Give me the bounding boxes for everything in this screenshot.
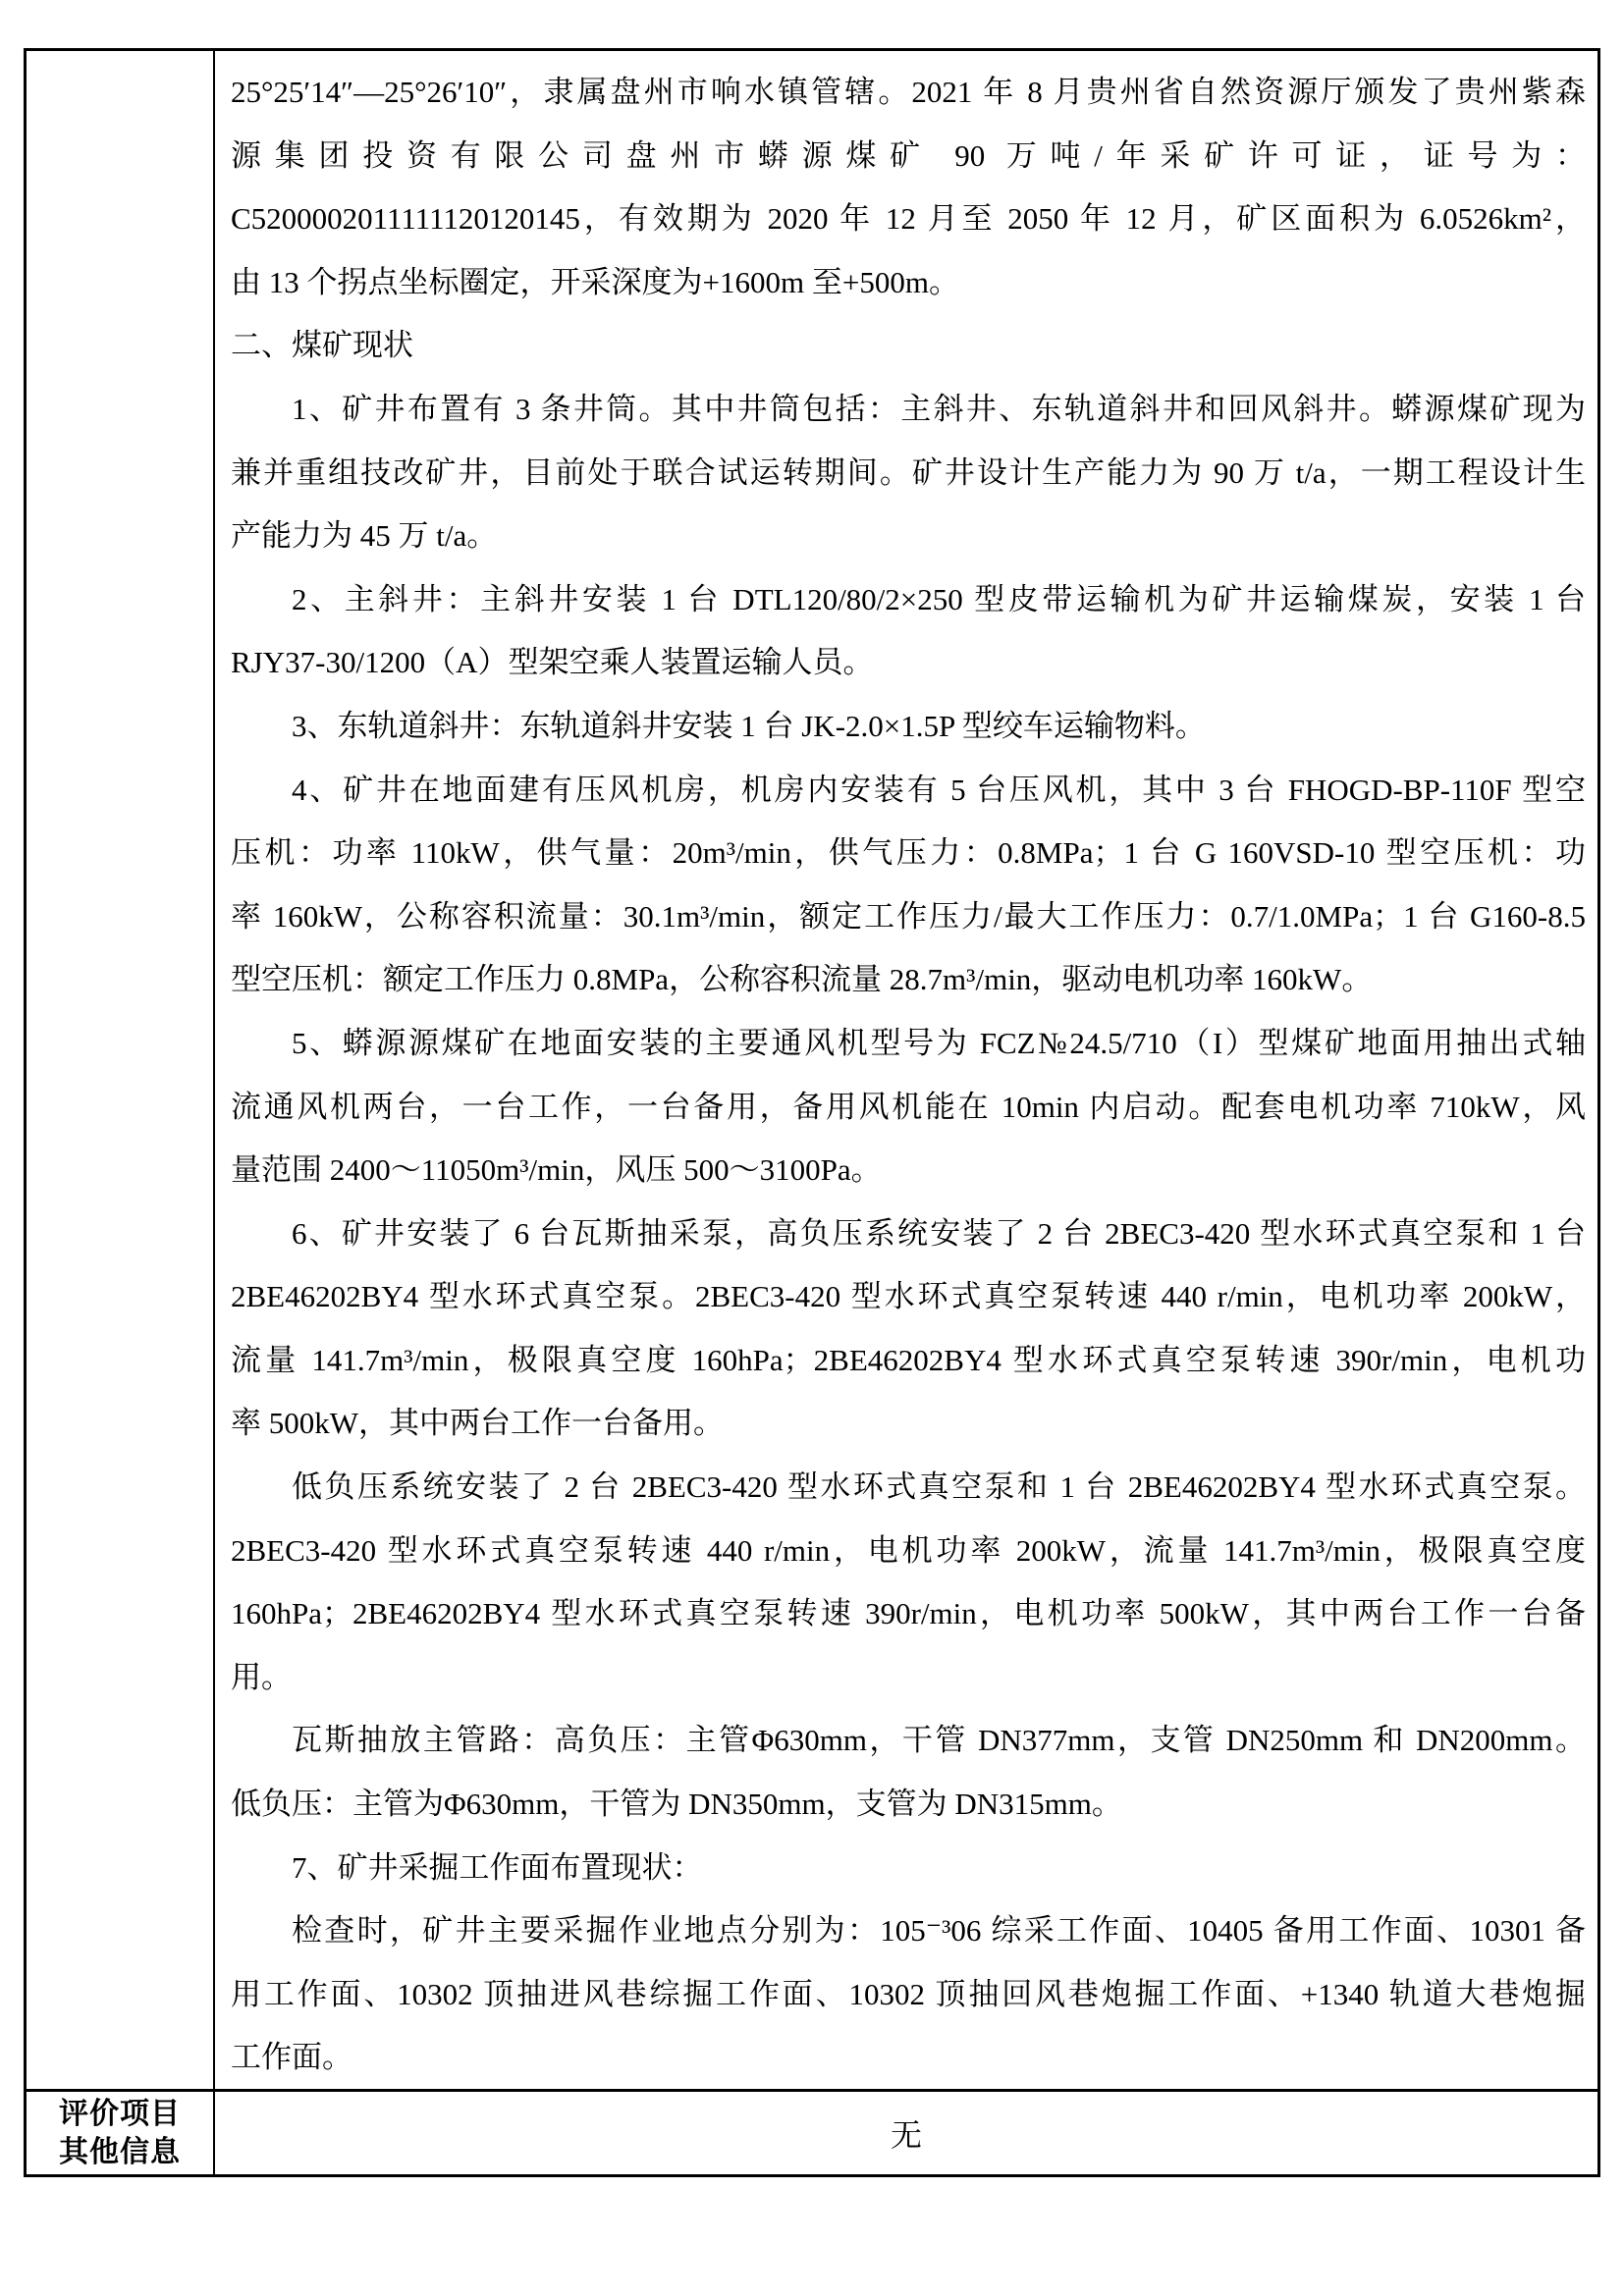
text-line: 4、矿井在地面建有压风机房，机房内安装有 5 台压风机，其中 3 台 FHOGD-BP-110F 型空 <box>292 772 1586 807</box>
footer-row <box>27 2089 1597 2174</box>
text-line: 2BE46202BY4 型水环式真空泵。2BEC3-420 型水环式真空泵转速 440 r/min，电机功率 200kW， <box>231 1279 1586 1314</box>
text-line: 检查时，矿井主要采掘作业地点分别为：105⁻³06 综采工作面、10405 备用工作面、10301 备 <box>292 1913 1586 1949</box>
text-line: 3、东轨道斜井：东轨道斜井安装 1 台 JK-2.0×1.5P 型绞车运输物料。 <box>292 708 1206 743</box>
text-line: 1、矿井布置有 3 条井筒。其中井筒包括：主斜井、东轨道斜井和回风斜井。蟒源煤矿现为 <box>292 391 1586 426</box>
text-line: 低负压系统安装了 2 台 2BEC3-420 型水环式真空泵和 1 台 2BE46202BY4 型水环式真空泵。 <box>292 1469 1586 1505</box>
text-line: 工作面。 <box>231 2040 352 2075</box>
text-line: 瓦斯抽放主管路：高负压：主管Φ630mm，干管 DN377mm，支管 DN250mm 和 DN200mm。 <box>292 1723 1586 1758</box>
text-line: 率 160kW，公称容积流量：30.1m³/min，额定工作压力/最大工作压力：0.7/1.0MPa；1 台 G160-8.5 <box>231 898 1586 934</box>
text-line: 流通风机两台，一台工作，一台备用，备用风机能在 10min 内启动。配套电机功率 710kW，风 <box>231 1089 1586 1124</box>
text-line: 5、蟒源源煤矿在地面安装的主要通风机型号为 FCZ№24.5/710（I）型煤矿地面用抽出式轴 <box>292 1025 1586 1060</box>
main-row <box>27 51 1597 2089</box>
text-line: 兼并重组技改矿井，目前处于联合试运转期间。矿井设计生产能力为 90 万 t/a，一期工程设计生 <box>231 454 1586 490</box>
text-line: RJY37-30/1200（A）型架空乘人装置运输人员。 <box>231 645 874 680</box>
content-cell <box>215 51 1597 2089</box>
text-line: 用工作面、10302 顶抽进风巷综掘工作面、10302 顶抽回风巷炮掘工作面、+1340 轨道大巷炮掘 <box>231 1976 1586 2011</box>
text-line: 2、主斜井：主斜井安装 1 台 DTL120/80/2×250 型皮带运输机为矿井运输煤炭，安装 1 台 <box>292 581 1586 616</box>
footer-label-line-2: 其他信息 <box>59 2136 181 2168</box>
text-line: C5200002011111120120145，有效期为 2020 年 12 月至 2050 年 12 月，矿区面积为 6.0526km²， <box>231 201 1586 237</box>
text-line: 型空压机：额定工作压力 0.8MPa，公称容积流量 28.7m³/min，驱动电机功率 160kW。 <box>231 962 1373 997</box>
text-line: 2BEC3-420 型水环式真空泵转速 440 r/min，电机功率 200kW，流量 141.7m³/min，极限真空度 <box>231 1532 1586 1568</box>
text-line: 由 13 个拐点坐标圈定，开采深度为+1600m 至+500m。 <box>231 264 959 299</box>
document-table <box>24 48 1600 2177</box>
left-empty-cell <box>27 51 215 2089</box>
text-line: 160hPa；2BE46202BY4 型水环式真空泵转速 390r/min，电机功率 500kW，其中两台工作一台备 <box>231 1596 1586 1631</box>
footer-value-cell <box>215 2092 1597 2174</box>
text-line: 6、矿井安装了 6 台瓦斯抽采泵，高负压系统安装了 2 台 2BEC3-420 型水环式真空泵和 1 台 <box>292 1215 1586 1251</box>
text-line: 25°25′14″—25°26′10″，隶属盘州市响水镇管辖。2021 年 8 月贵州省自然资源厅颁发了贵州紫森 <box>231 75 1586 109</box>
footer-label-line-1: 评价项目 <box>59 2098 181 2130</box>
text-line: 源集团投资有限公司盘州市蟒源煤矿 90 万吨/年采矿许可证，证号为： <box>231 137 1586 173</box>
text-line: 率 500kW，其中两台工作一台备用。 <box>231 1406 725 1441</box>
text-line: 7、矿井采掘工作面布置现状： <box>292 1849 703 1885</box>
text-line: 低负压：主管为Φ630mm，干管为 DN350mm，支管为 DN315mm。 <box>231 1787 1122 1822</box>
footer-value: 无 <box>890 2117 922 2153</box>
text-line: 二、煤矿现状 <box>231 328 413 363</box>
text-line: 产能力为 45 万 t/a。 <box>231 518 498 554</box>
text-line: 量范围 2400～11050m³/min，风压 500～3100Pa。 <box>231 1152 882 1188</box>
text-line: 压机：功率 110kW，供气量：20m³/min，供气压力：0.8MPa；1 台 G 160VSD-10 型空压机：功 <box>231 835 1586 871</box>
text-line: 用。 <box>231 1659 292 1694</box>
text-line: 流量 141.7m³/min，极限真空度 160hPa；2BE46202BY4 型水环式真空泵转速 390r/min，电机功 <box>231 1342 1586 1377</box>
footer-label-cell <box>27 2092 215 2174</box>
